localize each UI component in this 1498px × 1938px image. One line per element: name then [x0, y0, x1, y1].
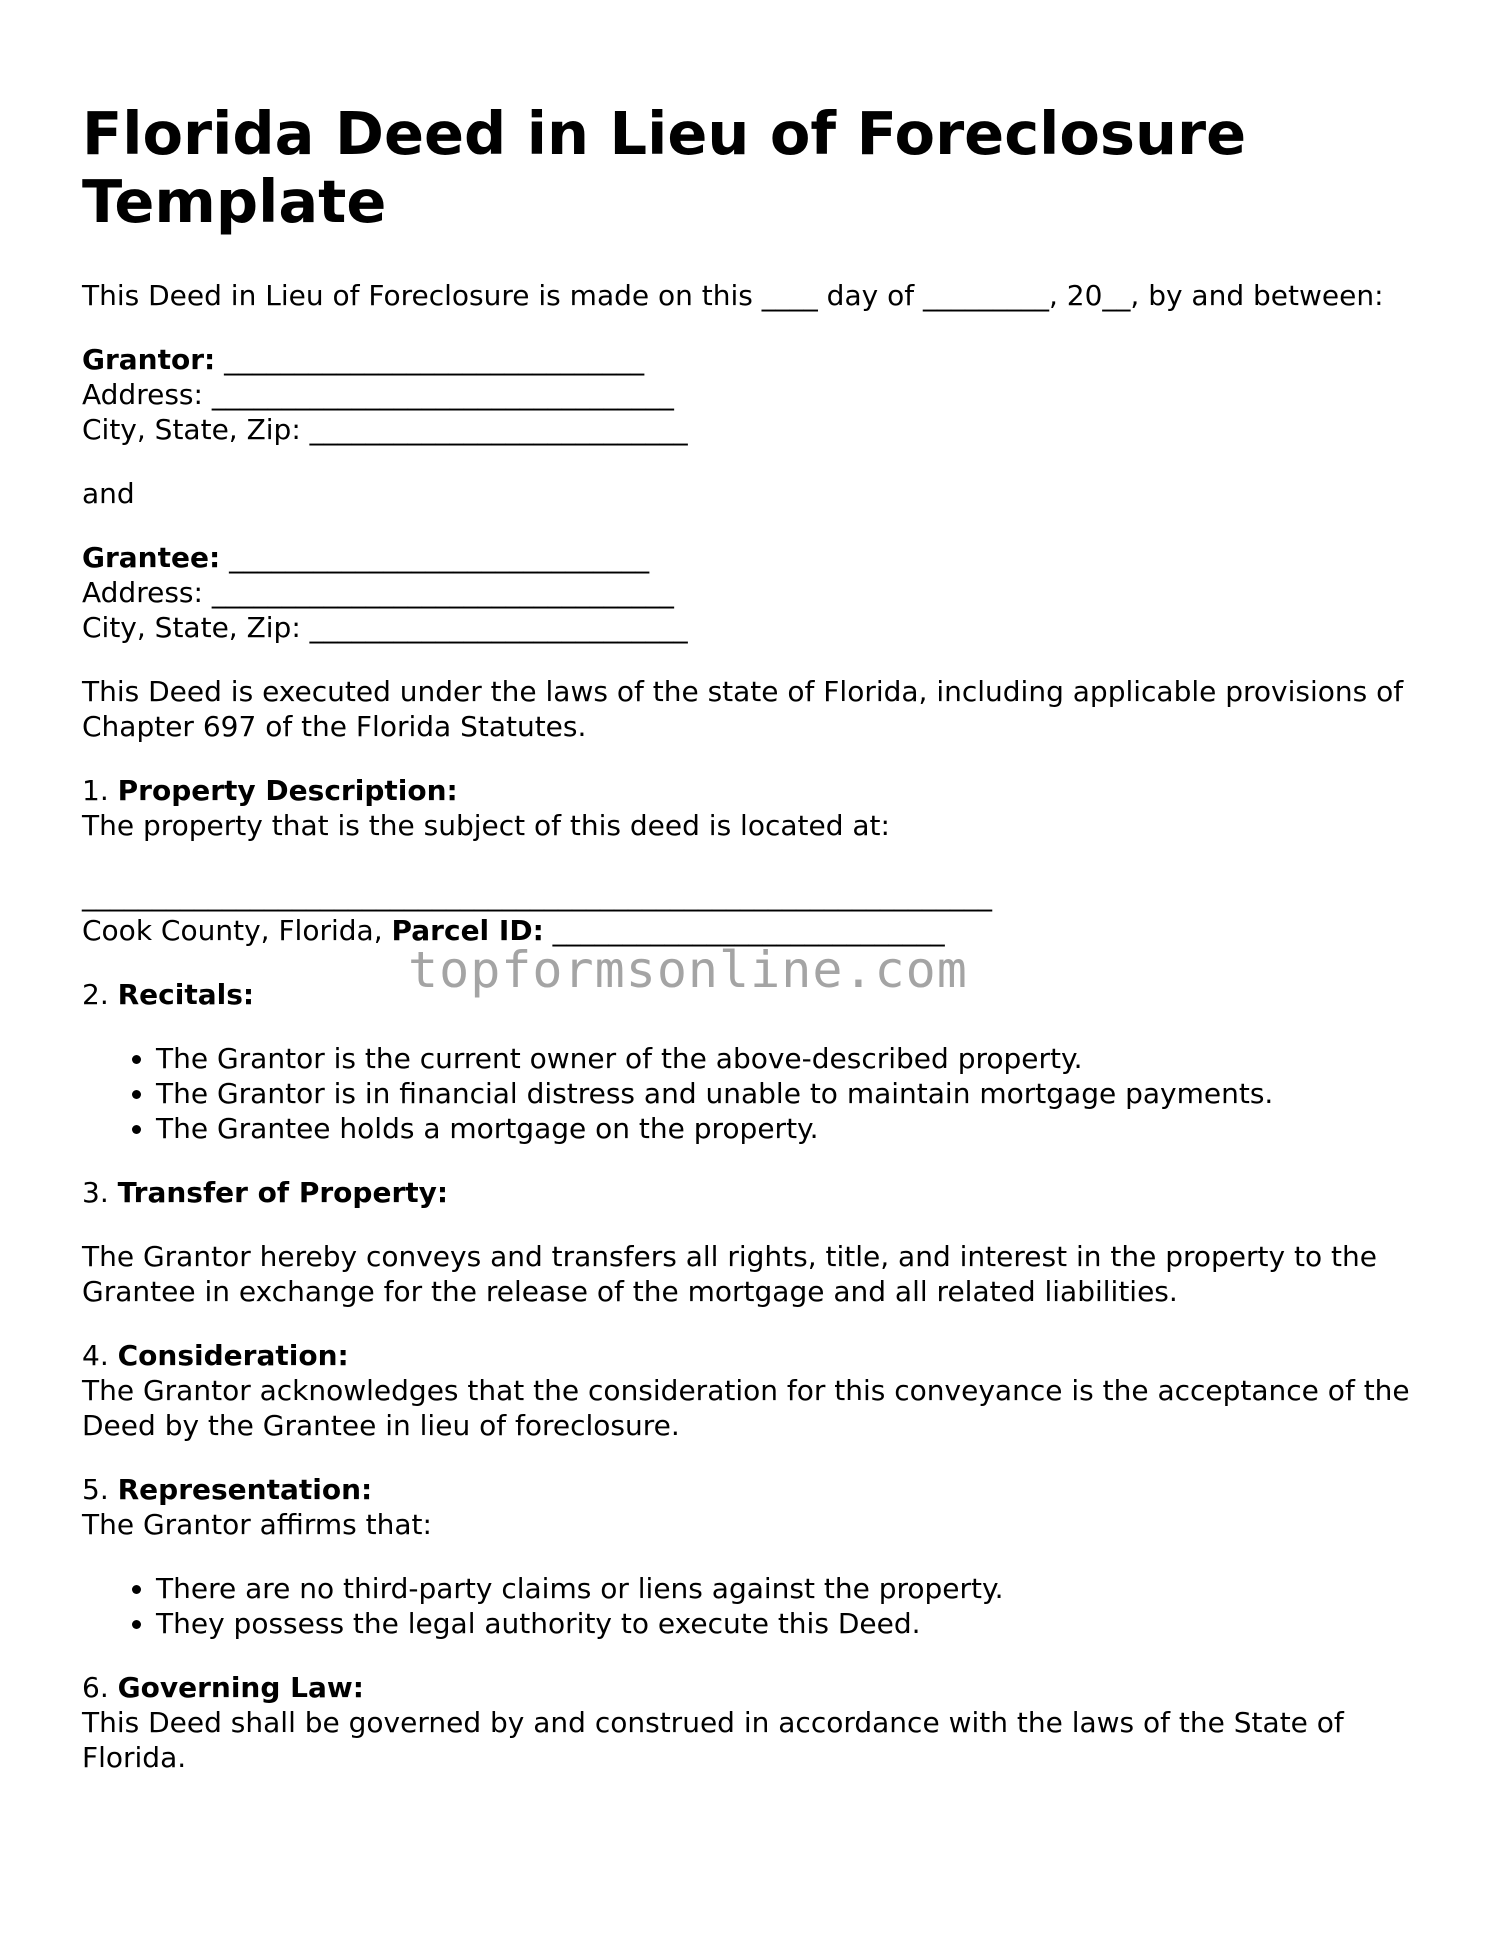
grantee-label: Grantee:: [82, 541, 221, 574]
section-heading: Consideration:: [117, 1339, 349, 1372]
transfer-text: The Grantor hereby conveys and transfers all rights, title, and interest in the property to the Grantee in exchange for the release of the mortgage and all related liabilities.: [82, 1240, 1377, 1308]
representation-list: [82, 1571, 1422, 1641]
grantor-address-line: Address: _________________________________: [82, 378, 674, 411]
grantee-address-line: Address: _________________________________: [82, 576, 674, 609]
representation-text: The Grantor affirms that:: [82, 1508, 432, 1541]
section-transfer: [82, 1175, 1422, 1210]
list-item: • The Grantor is the current owner of the above-described property.: [156, 1041, 1422, 1076]
and-text: and: [82, 477, 135, 510]
governing-law-text: This Deed shall be governed by and construed in accordance with the laws of the State of Florida.: [82, 1706, 1344, 1774]
law-statement: This Deed is executed under the laws of the state of Florida, including applicable provisions of Chapter 697 of the Florida Statutes.: [82, 675, 1404, 743]
parcel-id-blank: ____________________________: [543, 914, 945, 947]
section-recitals: [82, 977, 1422, 1012]
grantor-block: [82, 342, 1422, 447]
list-item: • There are no third-party claims or liens against the property.: [156, 1571, 1422, 1606]
section-heading: Recitals:: [117, 978, 255, 1011]
property-address-blank: _________________________________________________________________: [82, 879, 992, 912]
list-item: • They possess the legal authority to execute this Deed.: [156, 1606, 1422, 1641]
document-page: [82, 100, 1422, 1804]
recitals-list: [82, 1041, 1422, 1146]
section-heading: Transfer of Property:: [117, 1176, 449, 1209]
section-property-description: [82, 773, 1422, 948]
watermark-text: topformsonline.com: [408, 941, 968, 999]
consideration-text: The Grantor acknowledges that the consideration for this conveyance is the acceptance of the Deed by the Grantee in lieu of foreclosure.: [82, 1374, 1410, 1442]
section-heading: Governing Law:: [117, 1671, 364, 1704]
blank-spacer: [82, 843, 1422, 878]
list-item: • The Grantor is in financial distress and unable to maintain mortgage payments.: [156, 1076, 1422, 1111]
grantor-name-blank: ______________________________: [215, 343, 645, 376]
section-number: 2.: [82, 978, 118, 1011]
section-heading: Property Description:: [117, 774, 458, 807]
parcel-id-label: Parcel ID:: [391, 914, 544, 947]
section-number: 4.: [82, 1339, 118, 1372]
county-text: Cook County, Florida,: [82, 914, 392, 947]
section-heading: Representation:: [117, 1473, 373, 1506]
section-governing-law: [82, 1670, 1422, 1775]
intro-paragraph: This Deed in Lieu of Foreclosure is made on this ____ day of _________, 20__, by and between:: [82, 279, 1384, 312]
document-title: Florida Deed in Lieu of Foreclosure Template: [82, 99, 1247, 236]
grantor-city-line: City, State, Zip: ___________________________: [82, 413, 688, 446]
section-number: 1.: [82, 774, 118, 807]
section-number: 6.: [82, 1671, 118, 1704]
grantor-label: Grantor:: [82, 343, 216, 376]
section-consideration: [82, 1338, 1422, 1443]
section-representation: [82, 1472, 1422, 1542]
grantee-city-line: City, State, Zip: ___________________________: [82, 611, 688, 644]
list-item: • The Grantee holds a mortgage on the property.: [156, 1111, 1422, 1146]
grantee-block: [82, 540, 1422, 645]
section-number: 3.: [82, 1176, 118, 1209]
property-intro-text: The property that is the subject of this deed is located at:: [82, 809, 890, 842]
grantee-name-blank: ______________________________: [220, 541, 650, 574]
section-number: 5.: [82, 1473, 118, 1506]
